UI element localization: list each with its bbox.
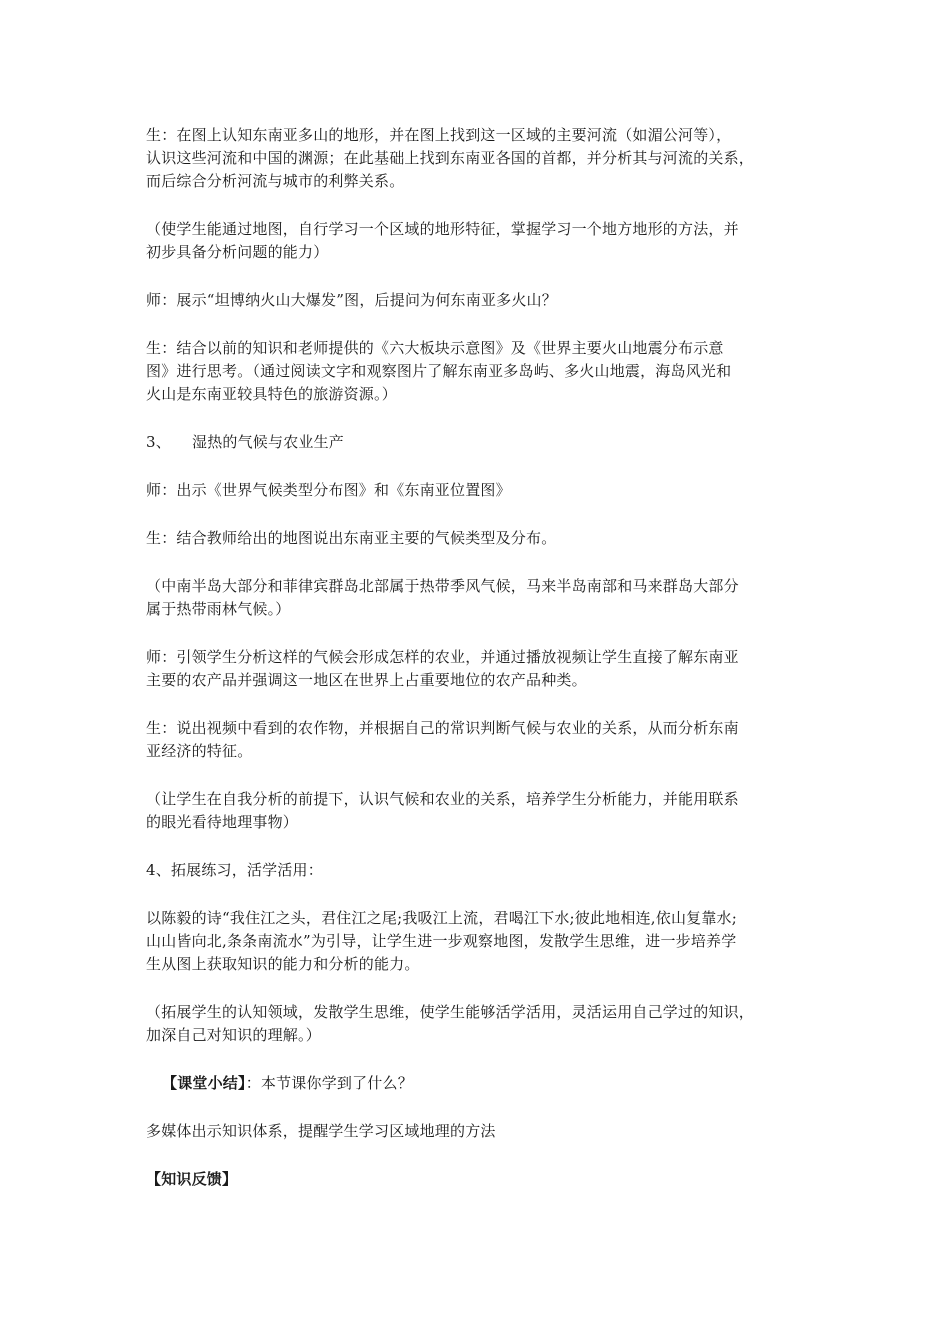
text-line: 生：结合教师给出的地图说出东南亚主要的气候类型及分布。: [146, 529, 557, 547]
text-line: （让学生在自我分析的前提下，认识气候和农业的关系，培养学生分析能力，并能用联系: [146, 790, 739, 808]
class-summary: [146, 1072, 810, 1095]
summary-label: 【课堂小结】: [162, 1074, 246, 1092]
paragraph-4: [146, 337, 810, 406]
paragraph-1: [146, 124, 810, 193]
text-line: （拓展学生的认知领域，发散学生思维，使学生能够活学活用，灵活运用自己学过的知识，: [146, 1003, 755, 1021]
section-title: 湿热的气候与农业生产: [192, 433, 345, 451]
text-line: 山山皆向北,条条南流水”为引导，让学生进一步观察地图，发散学生思维，进一步培养学: [146, 932, 737, 950]
text-line: 多媒体出示知识体系，提醒学生学习区域地理的方法: [146, 1122, 496, 1140]
text-line: 属于热带雨林气候。）: [146, 600, 291, 618]
document-body: [146, 124, 810, 1216]
text-line: 图》进行思考。（通过阅读文字和观察图片了解东南亚多岛屿、多火山地震，海岛风光和: [146, 362, 732, 380]
paragraph-3: [146, 289, 810, 312]
paragraph-9: [146, 646, 810, 692]
summary-note: [146, 1120, 810, 1143]
text-line: 初步具备分析问题的能力）: [146, 243, 329, 261]
text-line: 师：展示“坦博纳火山大爆发”图，后提问为何东南亚多火山？: [146, 291, 557, 309]
text-line: 以陈毅的诗“我住江之头，君住江之尾;我吸江上流，君喝江下水;彼此地相连,依山复靠水;: [146, 909, 738, 927]
text-line: 生：说出视频中看到的农作物，并根据自己的常识判断气候与农业的关系，从而分析东南: [146, 719, 739, 737]
text-line: （使学生能通过地图，自行学习一个区域的地形特征，掌握学习一个地方地形的方法，并: [146, 220, 739, 238]
text-line: 的眼光看待地理事物）: [146, 813, 299, 831]
text-line: 生：在图上认知东南亚多山的地形，并在图上找到这一区域的主要河流（如湄公河等），: [146, 126, 732, 144]
text-line: 火山是东南亚较具特色的旅游资源。）: [146, 385, 397, 403]
paragraph-13: [146, 907, 810, 976]
text-line: 生：结合以前的知识和老师提供的《六大板块示意图》及《世界主要火山地震分布示意: [146, 339, 724, 357]
text-line: 而后综合分析河流与城市的利弊关系。: [146, 172, 405, 190]
paragraph-14: [146, 1001, 810, 1047]
text-line: 认识这些河流和中国的渊源；在此基础上找到东南亚各国的首都，并分析其与河流的关系，: [146, 149, 755, 167]
text-line: 亚经济的特征。: [146, 742, 253, 760]
paragraph-10: [146, 717, 810, 763]
text-line: 生从图上获取知识的能力和分析的能力。: [146, 955, 420, 973]
paragraph-8: [146, 575, 810, 621]
text-line: 主要的农产品并强调这一地区在世界上占重要地位的农产品种类。: [146, 671, 587, 689]
text-line: （中南半岛大部分和菲律宾群岛北部属于热带季风气候，马来半岛南部和马来群岛大部分: [146, 577, 739, 595]
text-line: 4、拓展练习，活学活用：: [146, 861, 323, 879]
paragraph-6: [146, 479, 810, 502]
section-number: 3、: [146, 433, 171, 451]
paragraph-12: [146, 859, 810, 882]
summary-text: ：本节课你学到了什么？: [245, 1074, 413, 1092]
paragraph-7: [146, 527, 810, 550]
paragraph-2: [146, 218, 810, 264]
text-line: 师：出示《世界气候类型分布图》和《东南亚位置图》: [146, 481, 511, 499]
text-line: 加深自己对知识的理解。）: [146, 1026, 321, 1044]
text-line: 师：引领学生分析这样的气候会形成怎样的农业，并通过播放视频让学生直接了解东南亚: [146, 648, 739, 666]
feedback-heading: 【知识反馈】: [146, 1170, 238, 1188]
section-heading-3: [146, 431, 810, 454]
paragraph-11: [146, 788, 810, 834]
